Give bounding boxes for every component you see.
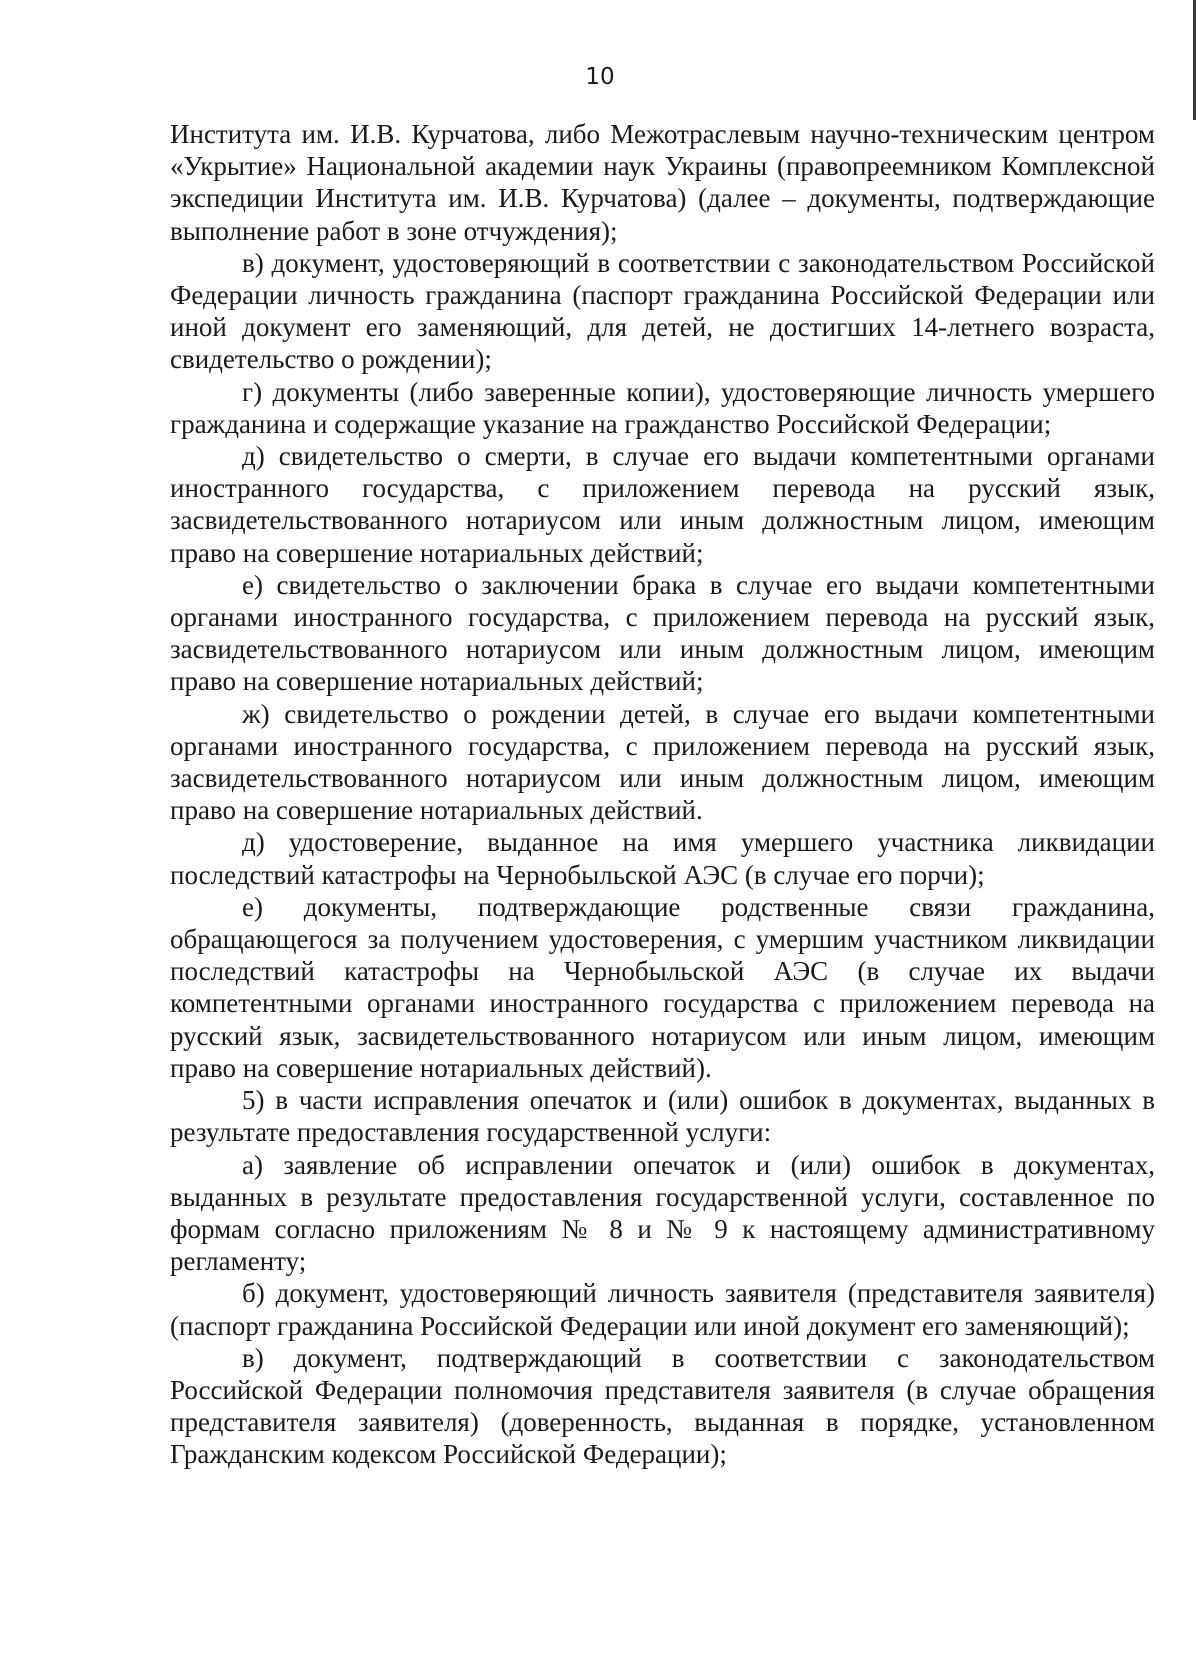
paragraph-item-e-2: е) документы, подтверждающие родственные связи гражданина, обращающегося за получением удостоверения, с умершим участником ликвидации последствий катастрофы на Чернобыльской АЭС (в случае их выдачи компетентными органами иностранного государства с приложением перевода на русский язык, засвидетельствованного нотариусом или иным лицом, имеющим право на совершение нотариальных действий).: [170, 891, 1155, 1083]
scan-edge-mark: [1193, 0, 1196, 120]
paragraph-section-5: 5) в части исправления опечаток и (или) ошибок в документах, выданных в результате предоставления государственной услуги:: [170, 1085, 1155, 1148]
paragraph-item-a: а) заявление об исправлении опечаток и (или) ошибок в документах, выданных в результате предоставления государственной услуги, составленное по формам согласно приложениям № 8 и № 9 к настоящему административному регламенту;: [170, 1149, 1155, 1277]
paragraph-item-v-2: в) документ, подтверждающий в соответствии с законодательством Российской Федерации полномочия представителя заявителя (в случае обращения представителя заявителя) (доверенность, выданная в порядке, установленном Гражданским кодексом Российской Федерации);: [170, 1342, 1155, 1470]
paragraph-item-e: е) свидетельство о заключении брака в случае его выдачи компетентными органами иностранного государства, с приложением перевода на русский язык, засвидетельствованного нотариусом или иным должностным лицом, имеющим право на совершение нотариальных действий;: [170, 569, 1155, 697]
paragraph-item-d: д) свидетельство о смерти, в случае его выдачи компетентными органами иностранного государства, с приложением перевода на русский язык, засвидетельствованного нотариусом или иным должностным лицом, имеющим право на совершение нотариальных действий;: [170, 441, 1155, 568]
paragraph-item-v: в) документ, удостоверяющий в соответствии с законодательством Российской Федерации личность гражданина (паспорт гражданина Российской Федерации или иной документ его заменяющий, для детей, не достигших 14-летнего возраста, свидетельство о рождении);: [170, 247, 1155, 375]
paragraph-item-g: г) документы (либо заверенные копии), удостоверяющие личность умершего гражданина и содержащие указание на гражданство Российской Федерации;: [170, 376, 1155, 439]
paragraph-item-d-2: д) удостоверение, выданное на имя умершего участника ликвидации последствий катастрофы на Чернобыльской АЭС (в случае его порчи);: [170, 827, 1155, 890]
paragraph-continuation: Института им. И.В. Курчатова, либо Межотраслевым научно-техническим центром «Укрытие» Национальной академии наук Украины (правопреемником Комплексной экспедиции Института им. И.В. Курчатова) (далее – документы, подтверждающие выполнение работ в зоне отчуждения);: [170, 119, 1155, 246]
page-number: 10: [585, 64, 615, 90]
paragraph-item-zh: ж) свидетельство о рождении детей, в случае его выдачи компетентными органами иностранного государства, с приложением перевода на русский язык, засвидетельствованного нотариусом или иным должностным лицом, имеющим право на совершение нотариальных действий.: [170, 698, 1155, 826]
document-body: [170, 118, 1155, 1471]
paragraph-item-b: б) документ, удостоверяющий личность заявителя (представителя заявителя) (паспорт гражданина Российской Федерации или иной документ его заменяющий);: [170, 1278, 1155, 1341]
